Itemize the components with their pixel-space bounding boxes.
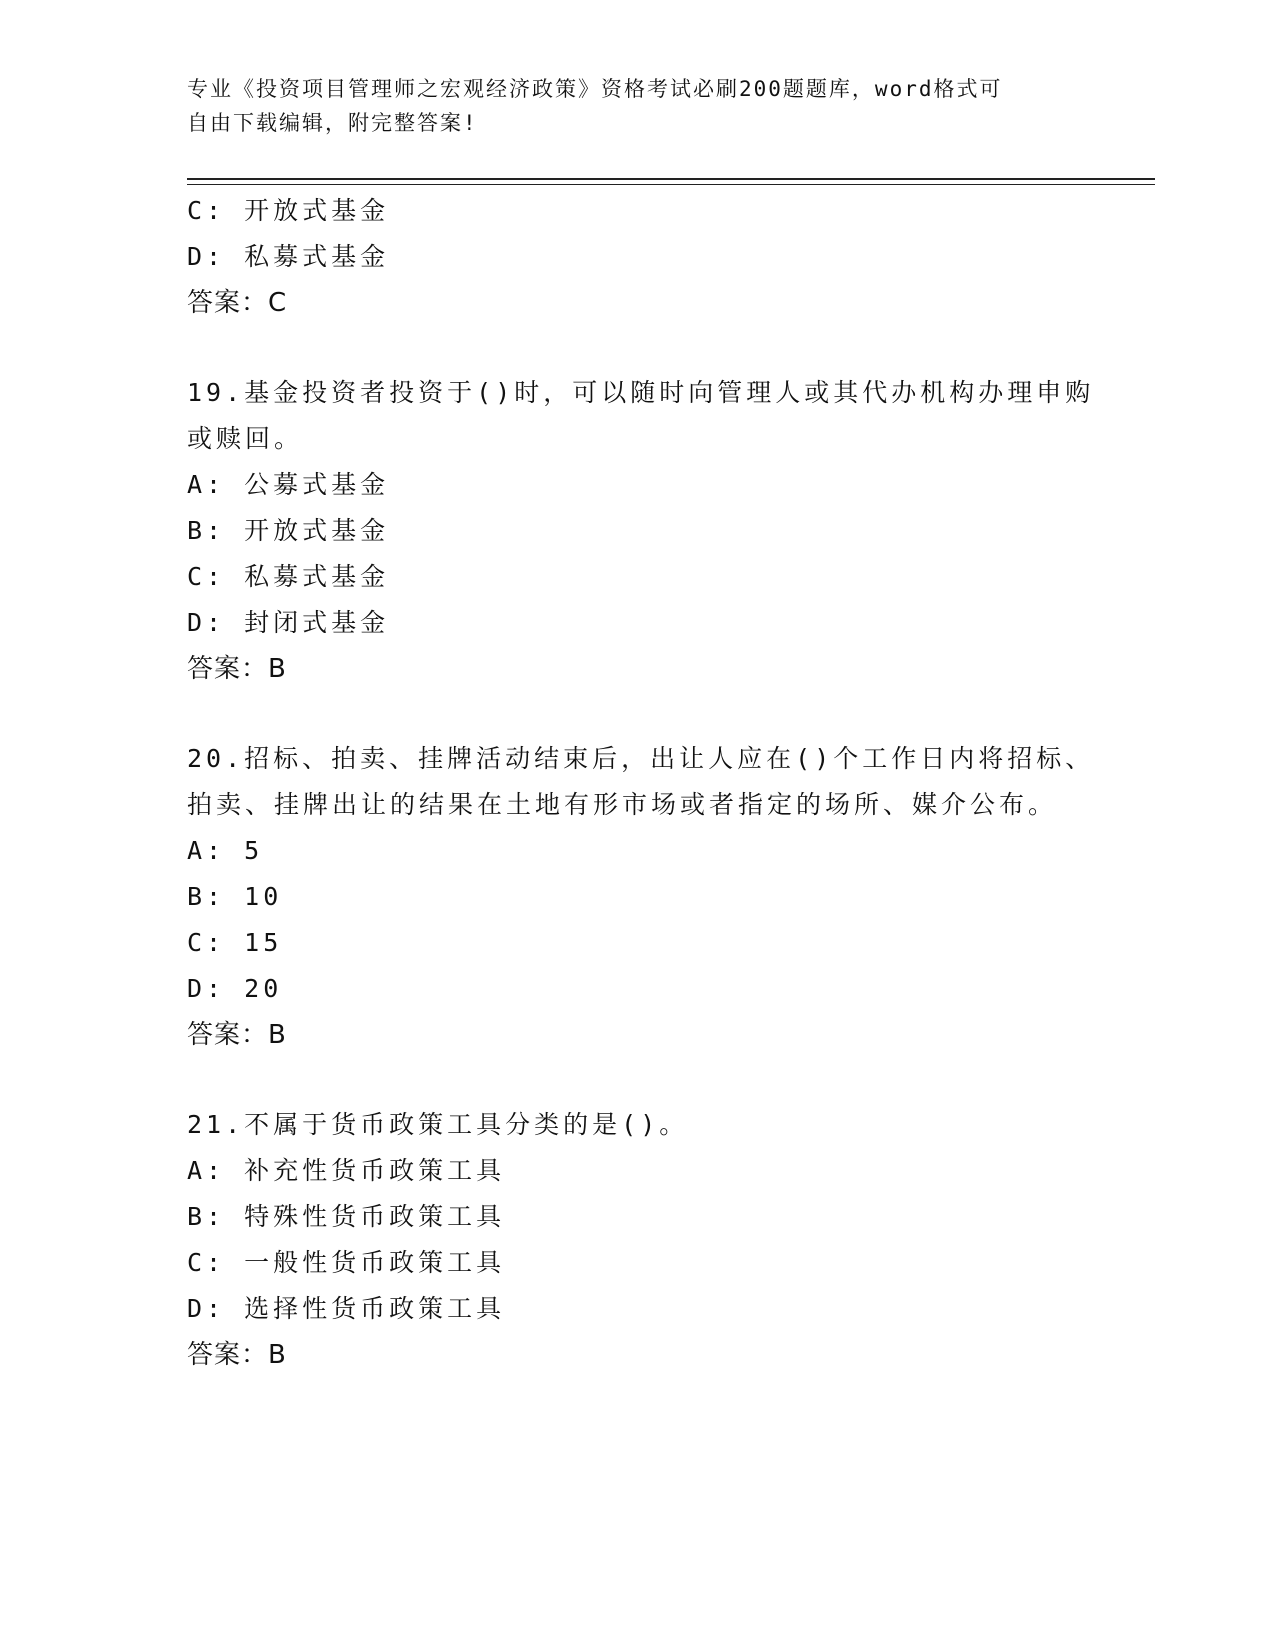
option-a: A: 公募式基金 xyxy=(187,470,390,499)
option-d: D: 20 xyxy=(187,974,283,1003)
option-b: B: 10 xyxy=(187,882,283,911)
option-a: A: 补充性货币政策工具 xyxy=(187,1156,506,1185)
header-line-2: 自由下载编辑，附完整答案! xyxy=(187,111,478,135)
question-21 xyxy=(187,1102,1087,1378)
question-stem: 19.基金投资者投资于()时，可以随时向管理人或其代办机构办理申购 xyxy=(187,378,1095,407)
answer: 答案：B xyxy=(187,1340,287,1370)
option-d: D: 封闭式基金 xyxy=(187,608,390,637)
question-20 xyxy=(187,736,1095,1058)
option-c: C: 私募式基金 xyxy=(187,562,390,591)
question-stem-continued: 或赎回。 xyxy=(187,424,304,453)
answer: 答案：B xyxy=(187,654,287,684)
question-stem-continued: 拍卖、挂牌出让的结果在土地有形市场或者指定的场所、媒介公布。 xyxy=(187,790,1058,819)
question-stem: 21.不属于货币政策工具分类的是()。 xyxy=(187,1110,689,1139)
option-c: C: 一般性货币政策工具 xyxy=(187,1248,506,1277)
header-rule-thin xyxy=(187,184,1155,185)
spacer xyxy=(187,692,1087,736)
spacer xyxy=(187,326,1087,370)
document-header xyxy=(187,72,1067,140)
option-d: D: 选择性货币政策工具 xyxy=(187,1294,506,1323)
answer: 答案：C xyxy=(187,288,288,318)
spacer xyxy=(187,1058,1087,1102)
option-b: B: 开放式基金 xyxy=(187,516,390,545)
option-b: B: 特殊性货币政策工具 xyxy=(187,1202,506,1231)
header-line-1: 专业《投资项目管理师之宏观经济政策》资格考试必刷200题题库，word格式可 xyxy=(187,77,1003,101)
question-19 xyxy=(187,370,1095,692)
question-18-tail xyxy=(187,188,1087,326)
answer: 答案：B xyxy=(187,1020,287,1050)
option-c: C: 15 xyxy=(187,928,283,957)
option-c: C: 开放式基金 xyxy=(187,196,390,225)
question-stem: 20.招标、拍卖、挂牌活动结束后，出让人应在()个工作日内将招标、 xyxy=(187,744,1095,773)
option-d: D: 私募式基金 xyxy=(187,242,390,271)
header-rule-thick xyxy=(187,178,1155,180)
question-list xyxy=(187,188,1095,1378)
option-a: A: 5 xyxy=(187,836,264,865)
